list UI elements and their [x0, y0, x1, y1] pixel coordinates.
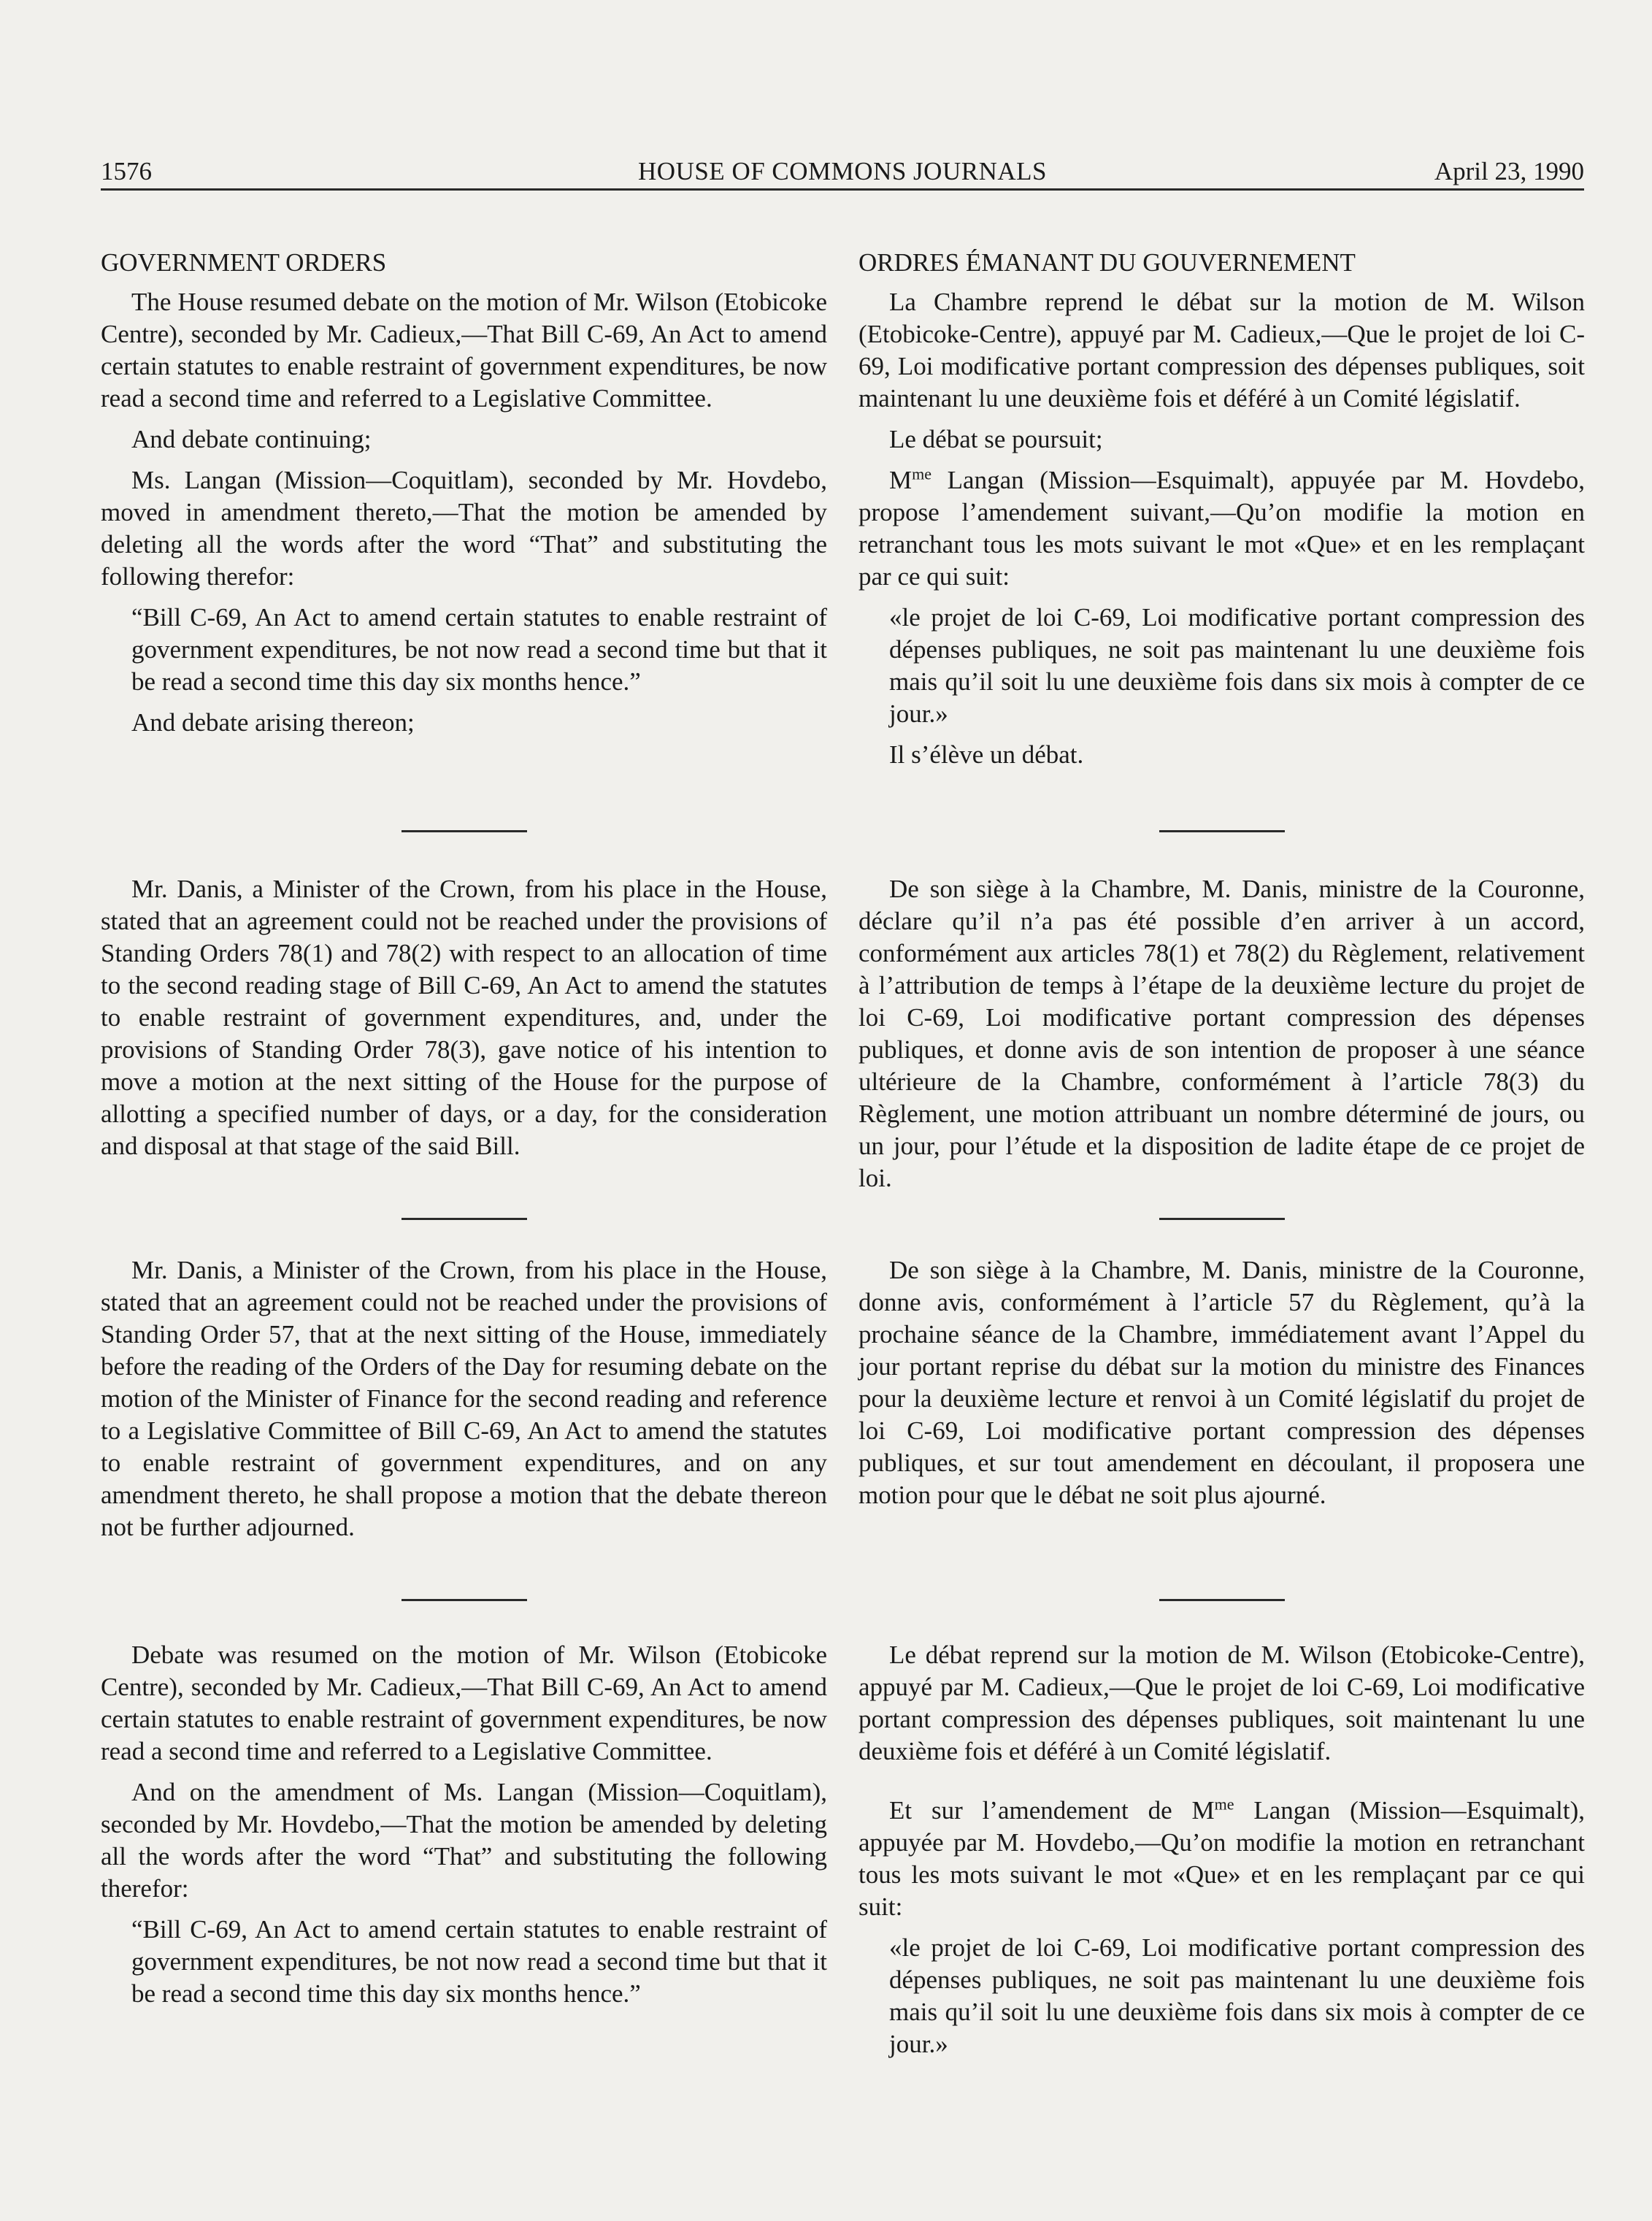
- title-superscript: me: [1214, 1795, 1234, 1814]
- section-divider: [1159, 1218, 1285, 1220]
- paragraph-en-4: And debate arising thereon;: [131, 708, 415, 737]
- paragraph-fr-1: La Chambre reprend le débat sur la motion de M. Wilson (Etobicoke-Centre), appuyé par M. Cadieux,—Que le projet de loi C-69, Loi modificative portant compression des dépenses publiques, soit maintenant lu une deuxième fois et déféré à un Comité législatif.: [858, 288, 1585, 413]
- paragraph-en-2: And debate continuing;: [131, 425, 372, 453]
- paragraph-fr-2: Le débat se poursuit;: [889, 425, 1103, 453]
- paragraph-fr-7: Le débat reprend sur la motion de M. Wilson (Etobicoke-Centre), appuyé par M. Cadieux,—Que le projet de loi C-69, Loi modificative portant compression des dépenses publiques, soit maintenant lu une deuxième fois et déféré à un Comité législatif.: [858, 1641, 1585, 1765]
- paragraph-fr-8: [858, 1795, 1585, 1923]
- paragraph-en-7: Debate was resumed on the motion of Mr. Wilson (Etobicoke Centre), seconded by Mr. Cadieux,—That Bill C-69, An Act to amend certain statutes to enable restraint of government expenditures, be now read a second time and referred to a Legislative Committee.: [101, 1641, 827, 1765]
- paragraph-en-1: The House resumed debate on the motion of Mr. Wilson (Etobicoke Centre), seconded by Mr. Cadieux,—That Bill C-69, An Act to amend certain statutes to enable restraint of government expenditures, be now read a second time and referred to a Legislative Committee.: [101, 288, 827, 413]
- paragraph-en-3: Ms. Langan (Mission—Coquitlam), seconded by Mr. Hovdebo, moved in amendment thereto,—That the motion be amended by deleting all the words after the word “That” and substituting the following therefor:: [101, 466, 827, 591]
- title-superscript: me: [912, 464, 932, 483]
- section-divider: [402, 1218, 527, 1220]
- section-heading-en: GOVERNMENT ORDERS: [101, 248, 387, 277]
- paragraph-fr-4: Il s’élève un débat.: [889, 740, 1084, 769]
- paragraph-en-5: Mr. Danis, a Minister of the Crown, from his place in the House, stated that an agreement could not be reached under the provisions of Standing Orders 78(1) and 78(2) with respect to an allocation of time to the second reading stage of Bill C-69, An Act to amend the statutes to enable restraint of government expenditures, and, under the provisions of Standing Order 78(3), gave notice of his intention to move a motion at the next sitting of the House for the purpose of allotting a specified number of days, or a day, for the consideration and disposal at that stage of the said Bill.: [101, 875, 827, 1160]
- paragraph-fr-8-text: Langan (Mission—Esquimalt), appuyée par M. Hovdebo,—Qu’on modifie la motion en retranchant tous les mots suivant le mot «Que» et en les remplaçant par ce qui suit:: [858, 1796, 1585, 1921]
- quoted-amendment-en-2: “Bill C-69, An Act to amend certain statutes to enable restraint of government expenditures, be not now read a second time but that it be read a second time this day six months hence.”: [131, 1915, 827, 2008]
- quoted-amendment-fr-2: «le projet de loi C-69, Loi modificative portant compression des dépenses publiques, ne soit pas maintenant lu une deuxième fois mais qu’il soit lu une deuxième fois dans six mois à compter de ce jour.»: [889, 1933, 1585, 2058]
- paragraph-fr-5: De son siège à la Chambre, M. Danis, ministre de la Couronne, déclare qu’il n’a pas été possible d’en arriver à un accord, conformément aux articles 78(1) et 78(2) du Règlement, relativement à l’attribution de temps à l’étape de la deuxième lecture du projet de loi C-69, Loi modificative portant compression des dépenses publiques, et donne avis de son intention de proposer à une séance ultérieure de la Chambre, conformément à l’article 78(3) du Règlement, une motion attribuant un nombre déterminé de jours, ou un jour, pour l’étude et la disposition de ladite étape de ce projet de loi.: [858, 875, 1585, 1192]
- paragraph-fr-3-text: Langan (Mission—Esquimalt), appuyée par M. Hovdebo, propose l’amendement suivant,—Qu’on modifie la motion en retranchant tous les mots suivant le mot «Que» et en les remplaçant par ce qui suit:: [858, 466, 1585, 591]
- section-divider: [1159, 1599, 1285, 1601]
- paragraph-fr-3: [858, 464, 1585, 593]
- section-divider: [402, 830, 527, 832]
- quoted-amendment-en-1: “Bill C-69, An Act to amend certain statutes to enable restraint of government expenditures, be not now read a second time but that it be read a second time this day six months hence.”: [131, 603, 827, 696]
- paragraph-en-6: Mr. Danis, a Minister of the Crown, from his place in the House, stated that an agreement could not be reached under the provisions of Standing Order 57, that at the next sitting of the House, immediately before the reading of the Orders of the Day for resuming debate on the motion of the Minister of Finance for the second reading and reference to a Legislative Committee of Bill C-69, An Act to amend the statutes to enable restraint of government expenditures, and on any amendment thereto, he shall propose a motion that the debate thereon not be further adjourned.: [101, 1256, 827, 1541]
- journal-title: HOUSE OF COMMONS JOURNALS: [638, 157, 1047, 185]
- paragraph-fr-6: De son siège à la Chambre, M. Danis, ministre de la Couronne, donne avis, conformément à l’article 57 du Règlement, qu’à la prochaine séance de la Chambre, immédiatement avant l’Appel du jour portant reprise du débat sur la motion du ministre des Finances pour la deuxième lecture et renvoi à un Comité législatif du projet de loi C-69, Loi modificative portant compression des dépenses publiques, et sur tout amendement en découlant, il proposera une motion pour que le débat ne soit plus ajourné.: [858, 1256, 1585, 1509]
- section-divider: [402, 1599, 527, 1601]
- title-abbrev: M: [889, 466, 913, 494]
- page-number: 1576: [101, 157, 152, 185]
- section-divider: [1159, 830, 1285, 832]
- journal-date: April 23, 1990: [1434, 157, 1584, 185]
- quoted-amendment-fr-1: «le projet de loi C-69, Loi modificative portant compression des dépenses publiques, ne soit pas maintenant lu une deuxième fois mais qu’il soit lu une deuxième fois dans six mois à compter de ce jour.»: [889, 603, 1585, 728]
- paragraph-fr-8-lead: Et sur l’amendement de M: [889, 1796, 1215, 1825]
- section-heading-fr: ORDRES ÉMANANT DU GOUVERNEMENT: [858, 248, 1356, 277]
- running-head: [101, 155, 1584, 191]
- paragraph-en-8: And on the amendment of Ms. Langan (Mission—Coquitlam), seconded by Mr. Hovdebo,—That the motion be amended by deleting all the words after the word “That” and substituting the following therefor:: [101, 1778, 827, 1903]
